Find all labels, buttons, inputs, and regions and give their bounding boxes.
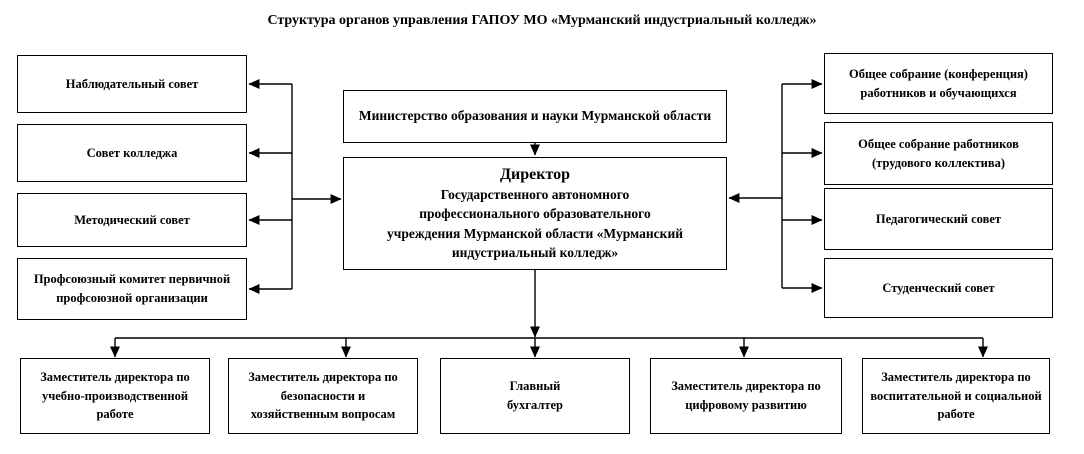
box-label: Заместитель директора по учебно-производственной работе	[40, 369, 190, 422]
box-chief-accountant	[440, 358, 630, 434]
director-subtitle: Государственного автономного профессионального образовательного учреждения Мурманской области «Мурманский индустриальный колледж»	[386, 187, 684, 260]
box-label: Главный бухгалтер	[507, 379, 563, 412]
box-student-council	[824, 258, 1053, 318]
box-label: Министерство образования и науки Мурманской области	[358, 108, 712, 124]
box-label: Заместитель директора по безопасности и хозяйственным вопросам	[248, 369, 398, 422]
box-pedagogical-council	[824, 188, 1053, 250]
box-label: Общее собрание (конференция) работников и обучающихся	[849, 66, 1028, 100]
box-trade-union-committee	[17, 258, 247, 320]
page-title: Структура органов управления ГАПОУ МО «Мурманский индустриальный колледж»	[267, 13, 817, 28]
box-deputy-security-economic	[228, 358, 418, 434]
box-label: Методический совет	[74, 212, 190, 227]
box-general-meeting-conference	[824, 53, 1053, 114]
director-title: Директор	[500, 166, 570, 184]
box-label: Педагогический совет	[875, 211, 1002, 226]
box-college-council	[17, 124, 247, 182]
left-connector-group	[249, 84, 341, 289]
box-label: Заместитель директора по воспитательной и социальной работе	[870, 369, 1042, 422]
box-label: Наблюдательный совет	[65, 76, 199, 91]
box-deputy-digital-development	[650, 358, 842, 434]
right-connector-group	[729, 84, 822, 288]
box-label: Студенческий совет	[882, 280, 995, 295]
box-deputy-academic-production	[20, 358, 210, 434]
box-supervisory-board	[17, 55, 247, 113]
box-ministry	[343, 90, 727, 143]
box-deputy-upbringing-social	[862, 358, 1050, 434]
box-label: Профсоюзный комитет первичной профсоюзной организации	[33, 272, 231, 305]
box-label: Общее собрание работников (трудового коллектива)	[858, 136, 1019, 170]
box-label: Совет колледжа	[86, 145, 178, 160]
box-label: Заместитель директора по цифровому развитию	[671, 379, 821, 412]
box-director	[343, 157, 727, 270]
box-general-meeting-workers	[824, 122, 1053, 185]
box-methodical-council	[17, 193, 247, 247]
